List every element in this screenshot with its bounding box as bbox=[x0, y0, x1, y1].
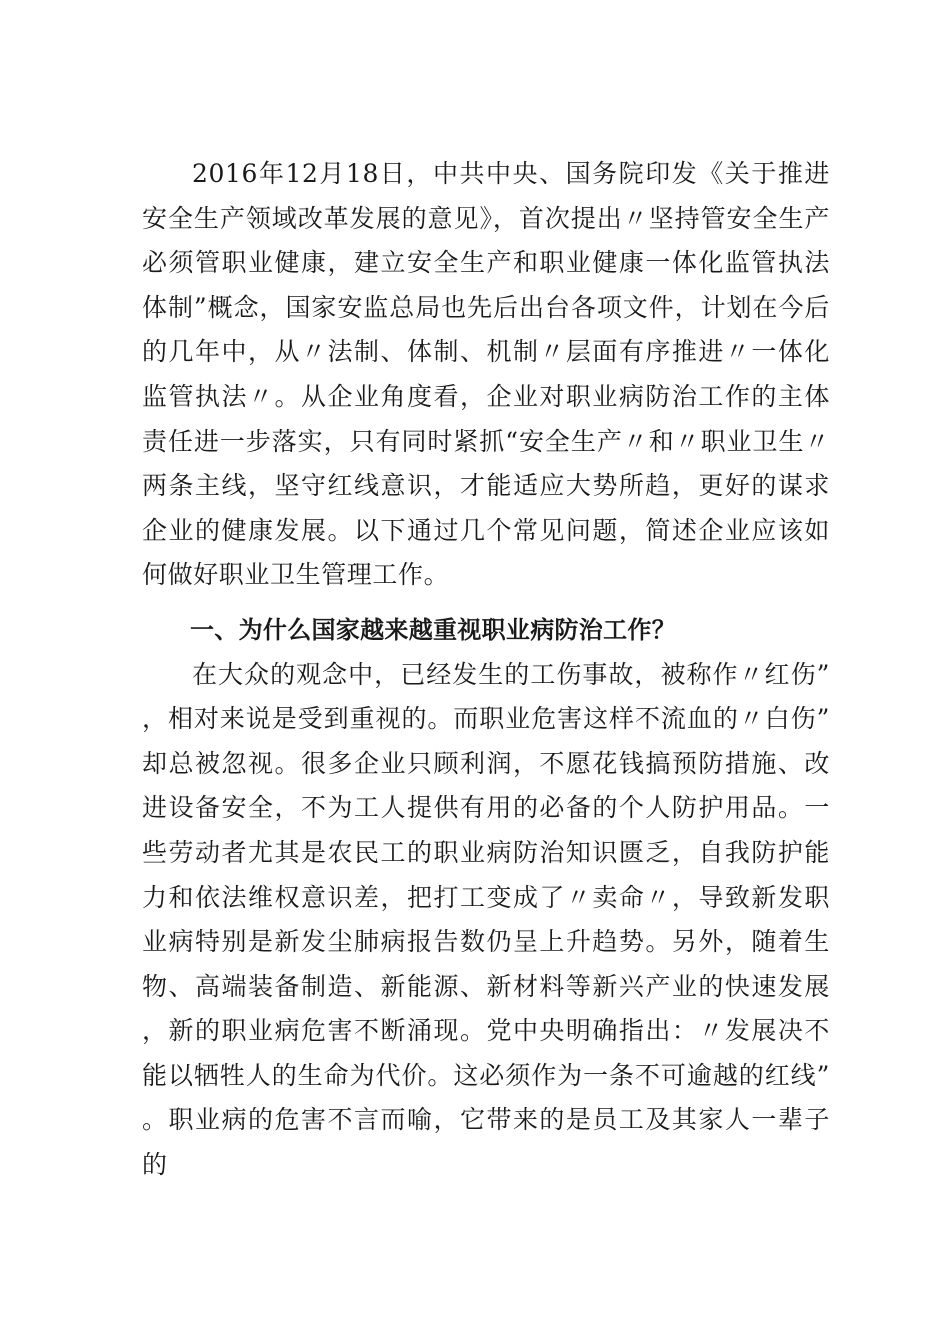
intro-paragraph: 2016年12月18日，中共中央、国务院印发《关于推进安全生产领域改革发展的意见》，首次提出〃坚持管安全生产必须管职业健康，建立安全生产和职业健康一体化监管执法体制”概念，国家安监总局也先后出台各项文件，计划在今后的几年中，从〃法制、体制、机制〃层面有序推进〃一体化监管执法〃。从企业角度看，企业对职业病防治工作的主体责任进一步落实，只有同时紧抓“安全生产〃和〃职业卫生〃两条主线，坚守红线意识，才能适应大势所趋，更好的谋求企业的健康发展。以下通过几个常见问题，简述企业应该如何做好职业卫生管理工作。 bbox=[142, 159, 830, 590]
section-paragraph: 在大众的观念中，已经发生的工伤事故，被称作〃红伤”，相对来说是受到重视的。而职业危害这样不流血的〃白伤”却总被忽视。很多企业只顾利润，不愿花钱搞预防措施、改进设备安全，不为工人提供有用的必备的个人防护用品。一些劳动者尤其是农民工的职业病防治知识匮乏，自我防护能力和依法维权意识差，把打工变成了〃卖命〃，导致新发职业病特别是新发尘肺病报告数仍呈上升趋势。另外，随着生物、高端装备制造、新能源、新材料等新兴产业的快速发展，新的职业病危害不断涌现。党中央明确指出：〃发展决不能以牺牲人的生命为代价。这必须作为一条不可逾越的红线”。职业病的危害不言而喻，它带来的是员工及其家人一辈子的 bbox=[142, 659, 830, 1180]
document-body bbox=[142, 152, 830, 1188]
section-heading: 一、为什么国家越来越重视职业病防治工作？ bbox=[190, 615, 676, 644]
